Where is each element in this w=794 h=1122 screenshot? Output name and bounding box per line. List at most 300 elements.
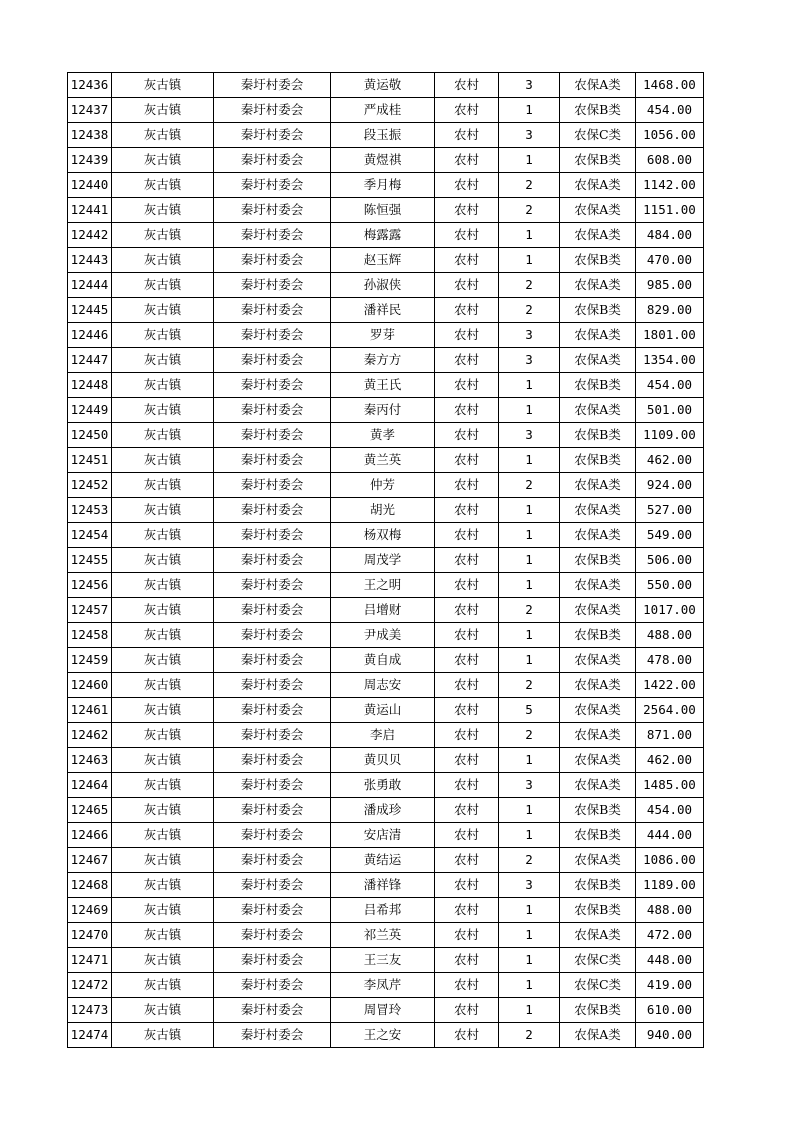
amount-cell: 470.00 — [636, 248, 704, 273]
residence-type-cell: 农村 — [435, 823, 499, 848]
village-committee-cell: 秦圩村委会 — [214, 1023, 331, 1048]
person-name-cell: 吕希邦 — [331, 898, 435, 923]
household-count-cell: 1 — [499, 248, 560, 273]
record-id-cell: 12464 — [68, 773, 112, 798]
amount-cell: 549.00 — [636, 523, 704, 548]
amount-cell: 829.00 — [636, 298, 704, 323]
residence-type-cell: 农村 — [435, 723, 499, 748]
person-name-cell: 孙淑侠 — [331, 273, 435, 298]
household-count-cell: 3 — [499, 773, 560, 798]
record-id-cell: 12458 — [68, 623, 112, 648]
insurance-category-cell: 农保B类 — [560, 148, 636, 173]
insurance-category-cell: 农保A类 — [560, 198, 636, 223]
residence-type-cell: 农村 — [435, 348, 499, 373]
table-row — [68, 748, 704, 773]
household-count-cell: 1 — [499, 923, 560, 948]
household-count-cell: 2 — [499, 173, 560, 198]
record-id-cell: 12436 — [68, 73, 112, 98]
village-committee-cell: 秦圩村委会 — [214, 423, 331, 448]
insurance-category-cell: 农保A类 — [560, 323, 636, 348]
household-count-cell: 5 — [499, 698, 560, 723]
town-cell: 灰古镇 — [112, 648, 214, 673]
table-row — [68, 398, 704, 423]
insurance-category-cell: 农保A类 — [560, 748, 636, 773]
person-name-cell: 潘成珍 — [331, 798, 435, 823]
town-cell: 灰古镇 — [112, 598, 214, 623]
insurance-category-cell: 农保B类 — [560, 373, 636, 398]
village-committee-cell: 秦圩村委会 — [214, 973, 331, 998]
person-name-cell: 吕增财 — [331, 598, 435, 623]
person-name-cell: 胡光 — [331, 498, 435, 523]
town-cell: 灰古镇 — [112, 673, 214, 698]
table-row — [68, 498, 704, 523]
household-count-cell: 1 — [499, 223, 560, 248]
record-id-cell: 12459 — [68, 648, 112, 673]
village-committee-cell: 秦圩村委会 — [214, 148, 331, 173]
town-cell: 灰古镇 — [112, 448, 214, 473]
household-count-cell: 1 — [499, 998, 560, 1023]
village-committee-cell: 秦圩村委会 — [214, 823, 331, 848]
insurance-category-cell: 农保A类 — [560, 173, 636, 198]
residence-type-cell: 农村 — [435, 498, 499, 523]
person-name-cell: 祁兰英 — [331, 923, 435, 948]
table-row — [68, 473, 704, 498]
town-cell: 灰古镇 — [112, 423, 214, 448]
town-cell: 灰古镇 — [112, 773, 214, 798]
village-committee-cell: 秦圩村委会 — [214, 673, 331, 698]
table-row — [68, 1023, 704, 1048]
residence-type-cell: 农村 — [435, 123, 499, 148]
household-count-cell: 2 — [499, 848, 560, 873]
record-id-cell: 12450 — [68, 423, 112, 448]
village-committee-cell: 秦圩村委会 — [214, 848, 331, 873]
person-name-cell: 黄孝 — [331, 423, 435, 448]
table-row — [68, 848, 704, 873]
residence-type-cell: 农村 — [435, 198, 499, 223]
person-name-cell: 季月梅 — [331, 173, 435, 198]
record-id-cell: 12467 — [68, 848, 112, 873]
amount-cell: 488.00 — [636, 898, 704, 923]
household-count-cell: 1 — [499, 523, 560, 548]
insurance-category-cell: 农保B类 — [560, 298, 636, 323]
insurance-category-cell: 农保A类 — [560, 223, 636, 248]
residence-type-cell: 农村 — [435, 698, 499, 723]
insurance-category-cell: 农保A类 — [560, 273, 636, 298]
village-committee-cell: 秦圩村委会 — [214, 123, 331, 148]
household-count-cell: 2 — [499, 598, 560, 623]
amount-cell: 454.00 — [636, 98, 704, 123]
village-committee-cell: 秦圩村委会 — [214, 548, 331, 573]
record-id-cell: 12454 — [68, 523, 112, 548]
insurance-category-cell: 农保A类 — [560, 573, 636, 598]
record-id-cell: 12443 — [68, 248, 112, 273]
residence-type-cell: 农村 — [435, 773, 499, 798]
town-cell: 灰古镇 — [112, 948, 214, 973]
person-name-cell: 黄运敬 — [331, 73, 435, 98]
table-row — [68, 248, 704, 273]
table-row — [68, 273, 704, 298]
person-name-cell: 黄结运 — [331, 848, 435, 873]
record-id-cell: 12457 — [68, 598, 112, 623]
record-id-cell: 12446 — [68, 323, 112, 348]
record-id-cell: 12442 — [68, 223, 112, 248]
town-cell: 灰古镇 — [112, 173, 214, 198]
person-name-cell: 罗芽 — [331, 323, 435, 348]
residence-type-cell: 农村 — [435, 273, 499, 298]
table-row — [68, 373, 704, 398]
person-name-cell: 张勇敢 — [331, 773, 435, 798]
village-committee-cell: 秦圩村委会 — [214, 523, 331, 548]
record-id-cell: 12473 — [68, 998, 112, 1023]
household-count-cell: 1 — [499, 623, 560, 648]
amount-cell: 444.00 — [636, 823, 704, 848]
town-cell: 灰古镇 — [112, 223, 214, 248]
person-name-cell: 梅露露 — [331, 223, 435, 248]
amount-cell: 462.00 — [636, 448, 704, 473]
amount-cell: 419.00 — [636, 973, 704, 998]
residence-type-cell: 农村 — [435, 748, 499, 773]
village-committee-cell: 秦圩村委会 — [214, 573, 331, 598]
household-count-cell: 2 — [499, 198, 560, 223]
residence-type-cell: 农村 — [435, 973, 499, 998]
amount-cell: 1189.00 — [636, 873, 704, 898]
insurance-category-cell: 农保A类 — [560, 648, 636, 673]
household-count-cell: 1 — [499, 573, 560, 598]
household-count-cell: 1 — [499, 98, 560, 123]
insurance-category-cell: 农保A类 — [560, 73, 636, 98]
record-id-cell: 12461 — [68, 698, 112, 723]
village-committee-cell: 秦圩村委会 — [214, 798, 331, 823]
village-committee-cell: 秦圩村委会 — [214, 948, 331, 973]
table-row — [68, 123, 704, 148]
insurance-category-cell: 农保A类 — [560, 523, 636, 548]
town-cell: 灰古镇 — [112, 123, 214, 148]
person-name-cell: 黄贝贝 — [331, 748, 435, 773]
amount-cell: 1017.00 — [636, 598, 704, 623]
residence-type-cell: 农村 — [435, 648, 499, 673]
household-count-cell: 1 — [499, 748, 560, 773]
person-name-cell: 周志安 — [331, 673, 435, 698]
town-cell: 灰古镇 — [112, 873, 214, 898]
residence-type-cell: 农村 — [435, 423, 499, 448]
table-row — [68, 98, 704, 123]
household-count-cell: 1 — [499, 148, 560, 173]
town-cell: 灰古镇 — [112, 98, 214, 123]
town-cell: 灰古镇 — [112, 1023, 214, 1048]
household-count-cell: 3 — [499, 873, 560, 898]
person-name-cell: 李凤芹 — [331, 973, 435, 998]
amount-cell: 472.00 — [636, 923, 704, 948]
person-name-cell: 潘祥民 — [331, 298, 435, 323]
record-id-cell: 12462 — [68, 723, 112, 748]
insurance-category-cell: 农保B类 — [560, 873, 636, 898]
residence-type-cell: 农村 — [435, 398, 499, 423]
person-name-cell: 赵玉辉 — [331, 248, 435, 273]
amount-cell: 488.00 — [636, 623, 704, 648]
record-id-cell: 12453 — [68, 498, 112, 523]
record-id-cell: 12451 — [68, 448, 112, 473]
amount-cell: 462.00 — [636, 748, 704, 773]
insurance-category-cell: 农保A类 — [560, 698, 636, 723]
residence-type-cell: 农村 — [435, 473, 499, 498]
record-id-cell: 12474 — [68, 1023, 112, 1048]
record-id-cell: 12472 — [68, 973, 112, 998]
table-row — [68, 798, 704, 823]
household-count-cell: 1 — [499, 398, 560, 423]
amount-cell: 1422.00 — [636, 673, 704, 698]
town-cell: 灰古镇 — [112, 748, 214, 773]
amount-cell: 454.00 — [636, 798, 704, 823]
household-count-cell: 1 — [499, 448, 560, 473]
household-count-cell: 1 — [499, 948, 560, 973]
residence-type-cell: 农村 — [435, 798, 499, 823]
table-row — [68, 548, 704, 573]
town-cell: 灰古镇 — [112, 398, 214, 423]
residence-type-cell: 农村 — [435, 173, 499, 198]
town-cell: 灰古镇 — [112, 623, 214, 648]
insurance-category-cell: 农保B类 — [560, 823, 636, 848]
insurance-category-cell: 农保B类 — [560, 98, 636, 123]
person-name-cell: 王之明 — [331, 573, 435, 598]
residence-type-cell: 农村 — [435, 848, 499, 873]
residence-type-cell: 农村 — [435, 548, 499, 573]
amount-cell: 1151.00 — [636, 198, 704, 223]
village-committee-cell: 秦圩村委会 — [214, 648, 331, 673]
residence-type-cell: 农村 — [435, 898, 499, 923]
town-cell: 灰古镇 — [112, 698, 214, 723]
record-id-cell: 12466 — [68, 823, 112, 848]
insurance-category-cell: 农保C类 — [560, 948, 636, 973]
village-committee-cell: 秦圩村委会 — [214, 498, 331, 523]
amount-cell: 448.00 — [636, 948, 704, 973]
amount-cell: 506.00 — [636, 548, 704, 573]
residence-type-cell: 农村 — [435, 673, 499, 698]
village-committee-cell: 秦圩村委会 — [214, 773, 331, 798]
amount-cell: 985.00 — [636, 273, 704, 298]
town-cell: 灰古镇 — [112, 523, 214, 548]
town-cell: 灰古镇 — [112, 348, 214, 373]
insurance-category-cell: 农保A类 — [560, 848, 636, 873]
record-id-cell: 12470 — [68, 923, 112, 948]
household-count-cell: 2 — [499, 1023, 560, 1048]
town-cell: 灰古镇 — [112, 248, 214, 273]
household-count-cell: 3 — [499, 323, 560, 348]
table-row — [68, 923, 704, 948]
town-cell: 灰古镇 — [112, 323, 214, 348]
village-committee-cell: 秦圩村委会 — [214, 348, 331, 373]
table-row — [68, 898, 704, 923]
person-name-cell: 王之安 — [331, 1023, 435, 1048]
amount-cell: 484.00 — [636, 223, 704, 248]
insurance-category-cell: 农保A类 — [560, 398, 636, 423]
insurance-category-cell: 农保A类 — [560, 598, 636, 623]
village-committee-cell: 秦圩村委会 — [214, 748, 331, 773]
residence-type-cell: 农村 — [435, 923, 499, 948]
town-cell: 灰古镇 — [112, 973, 214, 998]
amount-cell: 527.00 — [636, 498, 704, 523]
person-name-cell: 黄王氏 — [331, 373, 435, 398]
amount-cell: 608.00 — [636, 148, 704, 173]
amount-cell: 871.00 — [636, 723, 704, 748]
village-committee-cell: 秦圩村委会 — [214, 98, 331, 123]
table-row — [68, 423, 704, 448]
person-name-cell: 安店清 — [331, 823, 435, 848]
insurance-category-cell: 农保A类 — [560, 673, 636, 698]
table-row — [68, 948, 704, 973]
person-name-cell: 周茂学 — [331, 548, 435, 573]
village-committee-cell: 秦圩村委会 — [214, 248, 331, 273]
amount-cell: 1086.00 — [636, 848, 704, 873]
table-row — [68, 598, 704, 623]
town-cell: 灰古镇 — [112, 373, 214, 398]
residence-type-cell: 农村 — [435, 623, 499, 648]
town-cell: 灰古镇 — [112, 298, 214, 323]
town-cell: 灰古镇 — [112, 823, 214, 848]
record-id-cell: 12445 — [68, 298, 112, 323]
village-committee-cell: 秦圩村委会 — [214, 723, 331, 748]
residence-type-cell: 农村 — [435, 573, 499, 598]
insurance-category-cell: 农保A类 — [560, 1023, 636, 1048]
record-id-cell: 12468 — [68, 873, 112, 898]
household-count-cell: 2 — [499, 473, 560, 498]
person-name-cell: 秦丙付 — [331, 398, 435, 423]
household-count-cell: 1 — [499, 798, 560, 823]
insurance-category-cell: 农保A类 — [560, 773, 636, 798]
insurance-category-cell: 农保B类 — [560, 423, 636, 448]
insurance-category-cell: 农保B类 — [560, 898, 636, 923]
town-cell: 灰古镇 — [112, 898, 214, 923]
village-committee-cell: 秦圩村委会 — [214, 923, 331, 948]
household-count-cell: 1 — [499, 823, 560, 848]
household-count-cell: 1 — [499, 548, 560, 573]
person-name-cell: 李启 — [331, 723, 435, 748]
village-committee-cell: 秦圩村委会 — [214, 873, 331, 898]
table-row — [68, 173, 704, 198]
town-cell: 灰古镇 — [112, 73, 214, 98]
person-name-cell: 杨双梅 — [331, 523, 435, 548]
table-row — [68, 298, 704, 323]
residence-type-cell: 农村 — [435, 948, 499, 973]
household-count-cell: 2 — [499, 273, 560, 298]
record-id-cell: 12471 — [68, 948, 112, 973]
residence-type-cell: 农村 — [435, 98, 499, 123]
town-cell: 灰古镇 — [112, 198, 214, 223]
person-name-cell: 黄兰英 — [331, 448, 435, 473]
village-committee-cell: 秦圩村委会 — [214, 598, 331, 623]
town-cell: 灰古镇 — [112, 723, 214, 748]
residence-type-cell: 农村 — [435, 1023, 499, 1048]
amount-cell: 1109.00 — [636, 423, 704, 448]
insurance-category-cell: 农保B类 — [560, 548, 636, 573]
table-row — [68, 523, 704, 548]
village-committee-cell: 秦圩村委会 — [214, 448, 331, 473]
household-count-cell: 1 — [499, 898, 560, 923]
village-committee-cell: 秦圩村委会 — [214, 73, 331, 98]
person-name-cell: 秦方方 — [331, 348, 435, 373]
record-id-cell: 12463 — [68, 748, 112, 773]
record-id-cell: 12437 — [68, 98, 112, 123]
town-cell: 灰古镇 — [112, 473, 214, 498]
table-row — [68, 723, 704, 748]
record-id-cell: 12440 — [68, 173, 112, 198]
table-row — [68, 148, 704, 173]
household-count-cell: 2 — [499, 298, 560, 323]
table-row — [68, 73, 704, 98]
table-row — [68, 973, 704, 998]
household-count-cell: 3 — [499, 423, 560, 448]
table-row — [68, 223, 704, 248]
insurance-category-cell: 农保A类 — [560, 498, 636, 523]
person-name-cell: 严成桂 — [331, 98, 435, 123]
village-committee-cell: 秦圩村委会 — [214, 173, 331, 198]
table-row — [68, 348, 704, 373]
village-committee-cell: 秦圩村委会 — [214, 473, 331, 498]
table-row — [68, 773, 704, 798]
residence-type-cell: 农村 — [435, 148, 499, 173]
amount-cell: 454.00 — [636, 373, 704, 398]
amount-cell: 1354.00 — [636, 348, 704, 373]
insurance-category-cell: 农保B类 — [560, 248, 636, 273]
village-committee-cell: 秦圩村委会 — [214, 223, 331, 248]
residence-type-cell: 农村 — [435, 323, 499, 348]
village-committee-cell: 秦圩村委会 — [214, 623, 331, 648]
insurance-category-cell: 农保C类 — [560, 973, 636, 998]
amount-cell: 2564.00 — [636, 698, 704, 723]
amount-cell: 1142.00 — [636, 173, 704, 198]
person-name-cell: 黄运山 — [331, 698, 435, 723]
household-count-cell: 1 — [499, 373, 560, 398]
record-id-cell: 12444 — [68, 273, 112, 298]
person-name-cell: 黄自成 — [331, 648, 435, 673]
village-committee-cell: 秦圩村委会 — [214, 398, 331, 423]
amount-cell: 1056.00 — [636, 123, 704, 148]
table-row — [68, 623, 704, 648]
person-name-cell: 潘祥锋 — [331, 873, 435, 898]
record-id-cell: 12456 — [68, 573, 112, 598]
village-committee-cell: 秦圩村委会 — [214, 323, 331, 348]
table-row — [68, 648, 704, 673]
table-row — [68, 673, 704, 698]
table-row — [68, 573, 704, 598]
residence-type-cell: 农村 — [435, 448, 499, 473]
residence-type-cell: 农村 — [435, 223, 499, 248]
residence-type-cell: 农村 — [435, 873, 499, 898]
record-id-cell: 12441 — [68, 198, 112, 223]
town-cell: 灰古镇 — [112, 798, 214, 823]
record-id-cell: 12438 — [68, 123, 112, 148]
insurance-category-cell: 农保A类 — [560, 348, 636, 373]
amount-cell: 924.00 — [636, 473, 704, 498]
person-name-cell: 段玉振 — [331, 123, 435, 148]
record-id-cell: 12460 — [68, 673, 112, 698]
record-id-cell: 12439 — [68, 148, 112, 173]
village-committee-cell: 秦圩村委会 — [214, 298, 331, 323]
household-count-cell: 1 — [499, 648, 560, 673]
insurance-category-cell: 农保B类 — [560, 448, 636, 473]
table-row — [68, 198, 704, 223]
record-id-cell: 12469 — [68, 898, 112, 923]
household-count-cell: 2 — [499, 723, 560, 748]
person-name-cell: 周冒玲 — [331, 998, 435, 1023]
amount-cell: 550.00 — [636, 573, 704, 598]
insurance-category-cell: 农保A类 — [560, 923, 636, 948]
town-cell: 灰古镇 — [112, 998, 214, 1023]
table-row — [68, 873, 704, 898]
village-committee-cell: 秦圩村委会 — [214, 373, 331, 398]
village-committee-cell: 秦圩村委会 — [214, 273, 331, 298]
town-cell: 灰古镇 — [112, 273, 214, 298]
town-cell: 灰古镇 — [112, 548, 214, 573]
